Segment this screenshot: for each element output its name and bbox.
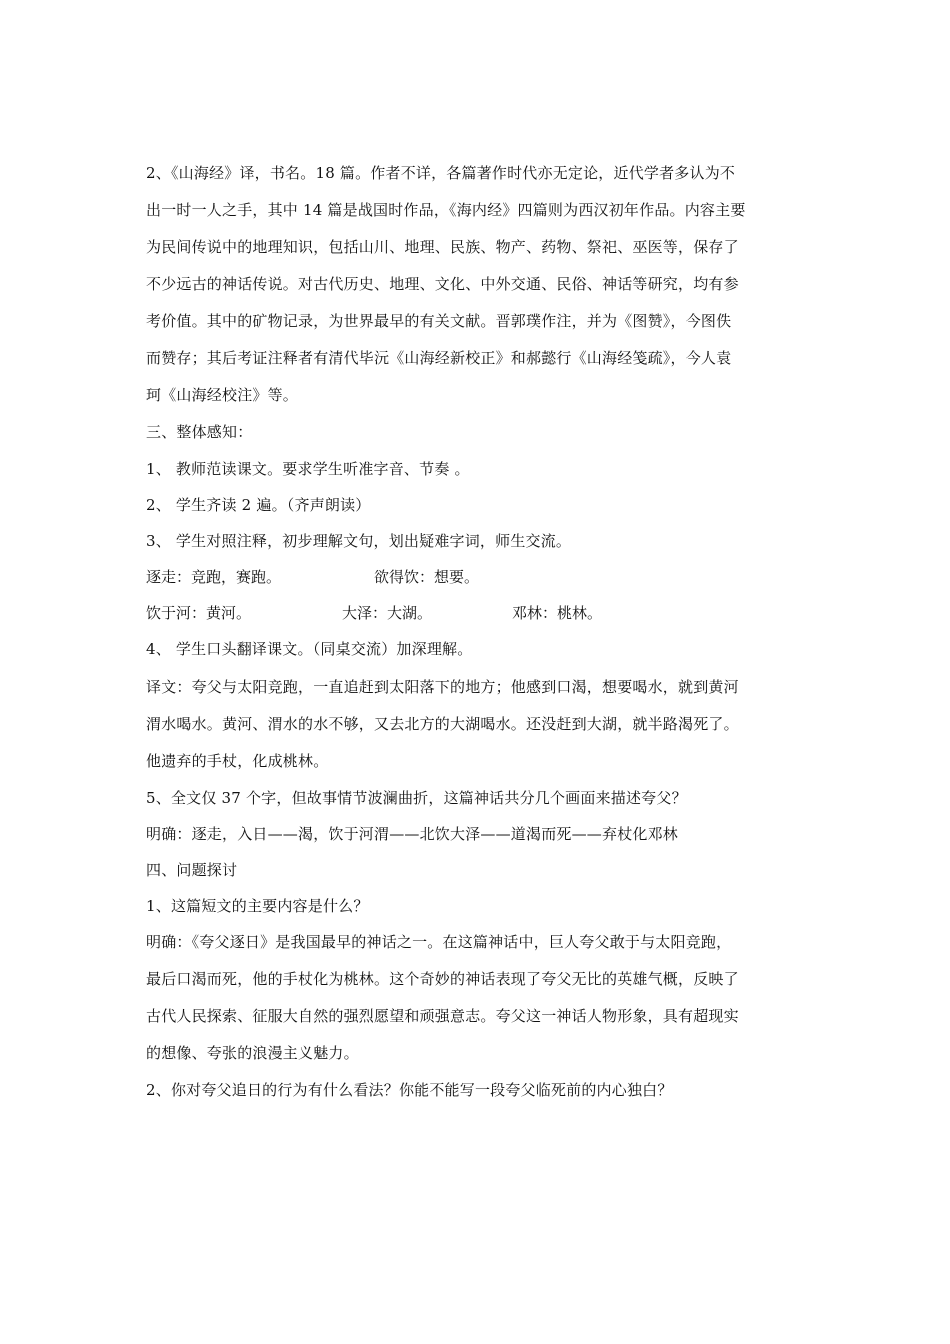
list-item: 2、 学生齐读 2 遍。（齐声朗读） <box>146 496 371 514</box>
paragraph-line: 不少远古的神话传说。对古代历史、地理、文化、中外交通、民俗、神话等研究，均有参 <box>146 275 739 293</box>
question-text: 2、你对夸父追日的行为有什么看法？你能不能写一段夸父临死前的内心独白？ <box>146 1081 673 1099</box>
section-heading: 三、整体感知： <box>146 423 253 441</box>
paragraph-line: 考价值。其中的矿物记录，为世界最早的有关文献。晋郭璞作注，并为《图赞》，今图佚 <box>146 312 732 330</box>
translation-line: 译文：夸父与太阳竞跑，一直追赶到太阳落下的地方；他感到口渴，想要喝水，就到黄河 <box>146 678 739 696</box>
paragraph-line: 2、《山海经》译，书名。18 篇。作者不详，各篇著作时代亦无定论，近代学者多认为不 <box>146 164 736 182</box>
paragraph-line: 为民间传说中的地理知识，包括山川、地理、民族、物产、药物、祭祀、巫医等，保存了 <box>146 238 739 256</box>
vocab-entry: 欲得饮：想要。 <box>374 568 480 586</box>
answer-line: 最后口渴而死，他的手杖化为桃林。这个奇妙的神话表现了夸父无比的英雄气概，反映了 <box>146 970 739 988</box>
vocab-entry: 逐走：竞跑，赛跑。 <box>146 568 282 586</box>
list-item: 4、 学生口头翻译课文。（同桌交流）加深理解。 <box>146 640 473 658</box>
answer-line: 明确：《夸父逐日》是我国最早的神话之一。在这篇神话中，巨人夸父敢于与太阳竞跑， <box>146 933 732 951</box>
vocab-row <box>146 566 846 588</box>
answer-line: 的想像、夸张的浪漫主义魅力。 <box>146 1044 359 1062</box>
list-item: 1、 教师范读课文。要求学生听准字音、节奏 。 <box>146 460 470 478</box>
paragraph-line: 珂《山海经校注》等。 <box>146 386 299 404</box>
translation-line: 渭水喝水。黄河、渭水的水不够，又去北方的大湖喝水。还没赶到大湖，就半路渴死了。 <box>146 715 739 733</box>
section-heading: 四、问题探讨 <box>146 861 238 879</box>
question-text: 1、这篇短文的主要内容是什么？ <box>146 897 369 915</box>
vocab-entry: 邓林：桃林。 <box>512 604 603 622</box>
list-item: 5、全文仅 37 个字，但故事情节波澜曲折，这篇神话共分几个画面来描述夸父？ <box>146 789 687 807</box>
vocab-entry: 饮于河：黄河。 <box>146 604 252 622</box>
vocab-row <box>146 602 846 624</box>
paragraph-line: 而赞存；其后考证注释者有清代毕沅《山海经新校正》和郝懿行《山海经笺疏》，今人袁 <box>146 349 732 367</box>
vocab-entry: 大泽：大湖。 <box>342 604 433 622</box>
answer-line: 古代人民探索、征服大自然的强烈愿望和顽强意志。夸父这一神话人物形象，具有超现实 <box>146 1007 739 1025</box>
list-item: 3、 学生对照注释，初步理解文句，划出疑难字词，师生交流。 <box>146 532 572 550</box>
paragraph-line: 出一时一人之手，其中 14 篇是战国时作品，《海内经》四篇则为西汉初年作品。内容主要 <box>146 201 746 219</box>
translation-line: 他遗弃的手杖，化成桃林。 <box>146 752 329 770</box>
answer-text: 明确：逐走，入日——渴，饮于河渭——北饮大泽——道渴而死——弃杖化邓林 <box>146 825 679 843</box>
